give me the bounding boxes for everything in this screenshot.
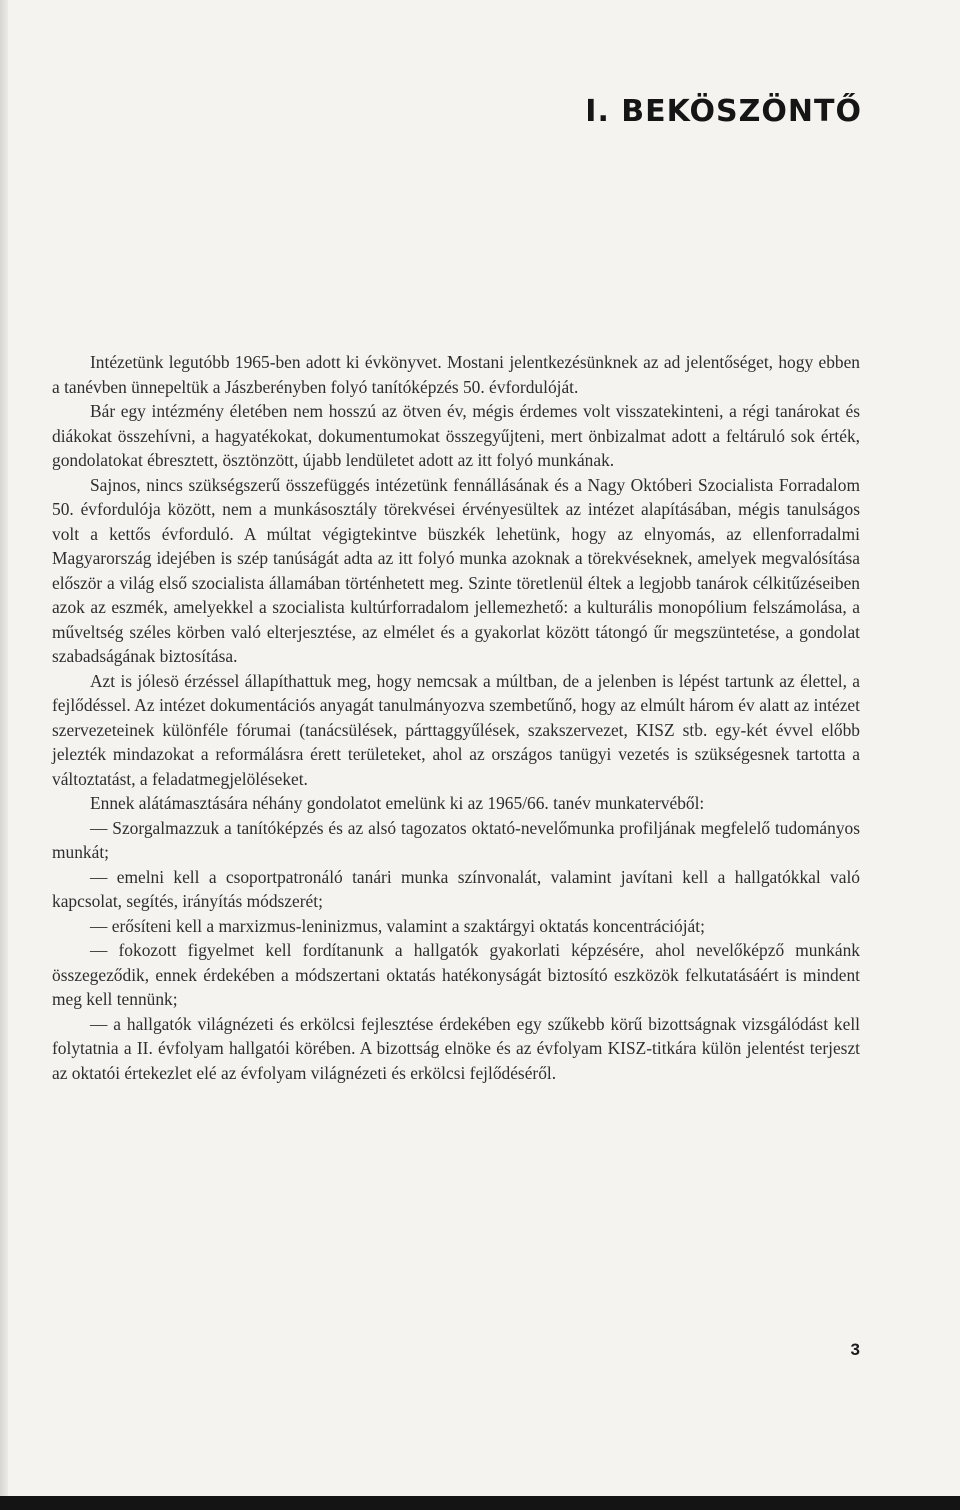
body-text [52, 350, 860, 1085]
page-number: 3 [850, 1340, 860, 1359]
list-item: — erősíteni kell a marxizmus-leninizmus, valamint a szaktárgyi oktatás koncentrációját; [90, 915, 705, 936]
paragraph: Azt is jólesö érzéssel állapíthattuk meg, hogy nemcsak a múltban, de a jelenben is lépést tartunk az élettel, a fejlődéssel. Az intézet dokumentációs anyagát tanulmányozva szembetűnő, hogy az elmúlt három év alatt az intézet szervezeteinek különféle fórumai (tanácsülések, párttaggyűlések, szakszervezet, KISZ stb. egy-két évvel előbb jelezték mindazokat a reformálásra érett területeket, ahol az országos tanügyi vezetés is szükségesnek tartotta a változtatást, a feladatmegjelöléseket. [52, 670, 860, 789]
paragraph: Intézetünk legutóbb 1965-ben adott ki évkönyvet. Mostani jelentkezésünknek az ad jelentőséget, hogy ebben a tanévben ünnepeltük a Jászberényben folyó tanítóképzés 50. évfordulóját. [52, 352, 860, 397]
list-item: — emelni kell a csoportpatronáló tanári munka színvonalát, valamint javítani kell a hallgatókkal való kapcsolat, segítés, irányítás módszerét; [52, 866, 860, 911]
paragraph: Sajnos, nincs szükségszerű összefüggés intézetünk fennállásának és a Nagy Októberi Szocialista Forradalom 50. évfordulója között, nem a munkásosztály törekvései érvényesültek az intézet alapításában, mégis tanulságos volt a kettős évforduló. A múltat végigtekintve büszkék lehetünk, hogy az elnyomás, az ellenforradalmi Magyarország idejében is szép tanúságát adta az itt folyó munka azoknak a törekvéseknek, amelyek megvalósítása először a világ első szocialista államában történhetett meg. Szinte töretlenül éltek a legjobb tanárok célkitűzéseiben azok az eszmék, amelyekkel a szocialista kultúrforradalom jellemezhető: a kulturális monopólium felszámolása, a műveltség széles körben való elterjesztése, az elmélet és a gyakorlat között tátongó űr megszüntetése, a gondolat szabadságának biztosítása. [52, 474, 860, 666]
paragraph: Ennek alátámasztására néhány gondolatot emelünk ki az 1965/66. tanév munkatervéből: [90, 793, 705, 813]
page-left-edge [0, 0, 8, 1510]
chapter-heading: I. BEKÖSZÖNTŐ [585, 94, 862, 129]
paragraph: Bár egy intézmény életében nem hosszú az ötven év, mégis érdemes volt visszatekinteni, a régi tanárokat és diákokat összehívni, a hagyatékokat, dokumentumokat összegyűjteni, mert önbizalmat adott a feltáruló sok érték, gondolatokat ébresztett, ösztönzött, újabb lendületet adott az itt folyó munkának. [52, 401, 860, 470]
list-item: — a hallgatók világnézeti és erkölcsi fejlesztése érdekében egy szűkebb körű bizottságnak vizsgálódást kell folytatnia a II. évfolyam hallgatói körében. A bizottság elnöke és az évfolyam KISZ-titkára külön jelentést terjeszt az oktatói értekezlet elé az évfolyam világnézeti és erkölcsi fejlődéséről. [52, 1013, 860, 1083]
list-item: — Szorgalmazzuk a tanítóképzés és az alsó tagozatos oktató-nevelőmunka profiljának megfelelő tudományos munkát; [52, 817, 860, 862]
page-bottom-edge [0, 1496, 960, 1510]
list-item: — fokozott figyelmet kell fordítanunk a hallgatók gyakorlati képzésére, ahol nevelőképző munkánk összegeződik, ennek érdekében a módszertani oktatás hatékonyságát biztosító eszközök felkutatásáért is mindent meg kell tennünk; [52, 940, 860, 1009]
